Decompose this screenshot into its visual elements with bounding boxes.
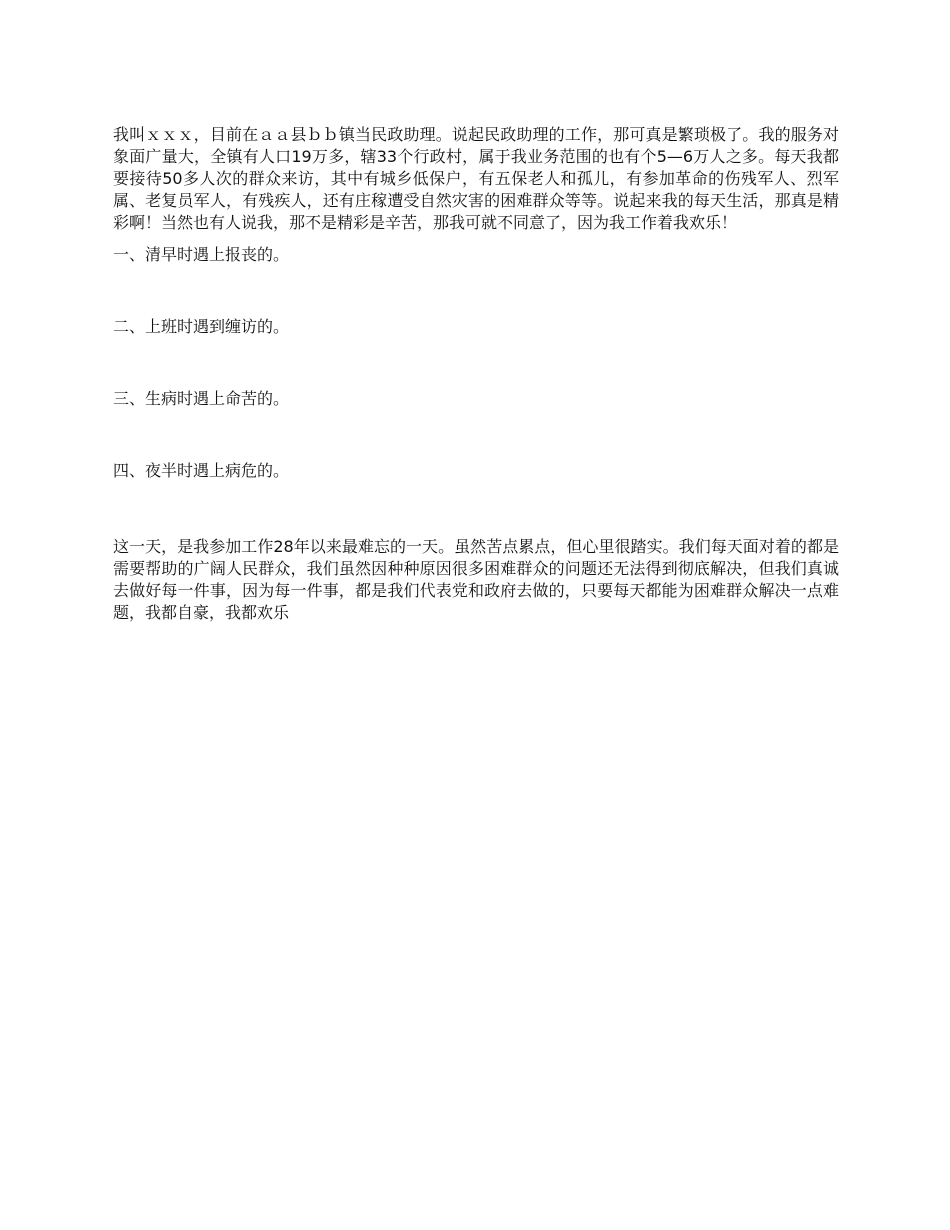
document-body	[113, 124, 839, 624]
section-heading-3: 三、生病时遇上命苦的。	[113, 389, 290, 408]
section-heading-4: 四、夜半时遇上病危的。	[113, 461, 290, 480]
section-heading-1: 一、清早时遇上报丧的。	[113, 245, 290, 264]
intro-paragraph: 我叫ｘｘｘ，目前在ａａ县ｂｂ镇当民政助理。说起民政助理的工作，那可真是繁琐极了。我的服务对象面广量大，全镇有人口19万多，辖33个行政村，属于我业务范围的也有个5—6万人之多。每天我都要接待50多人次的群众来访，其中有城乡低保户，有五保老人和孤儿，有参加革命的伤残军人、烈军属、老复员军人，有残疾人，还有庄稼遭受自然灾害的困难群众等等。说起来我的每天生活，那真是精彩啊！当然也有人说我，那不是精彩是辛苦，那我可就不同意了，因为我工作着我欢乐！	[113, 125, 839, 232]
section-heading-2: 二、上班时遇到缠访的。	[113, 317, 290, 336]
closing-paragraph: 这一天，是我参加工作28年以来最难忘的一天。虽然苦点累点，但心里很踏实。我们每天面对着的都是需要帮助的广阔人民群众，我们虽然因种种原因很多困难群众的问题还无法得到彻底解决，但我们真诚去做好每一件事，因为每一件事，都是我们代表党和政府去做的，只要每天都能为困难群众解决一点难题，我都自豪，我都欢乐	[113, 537, 839, 622]
